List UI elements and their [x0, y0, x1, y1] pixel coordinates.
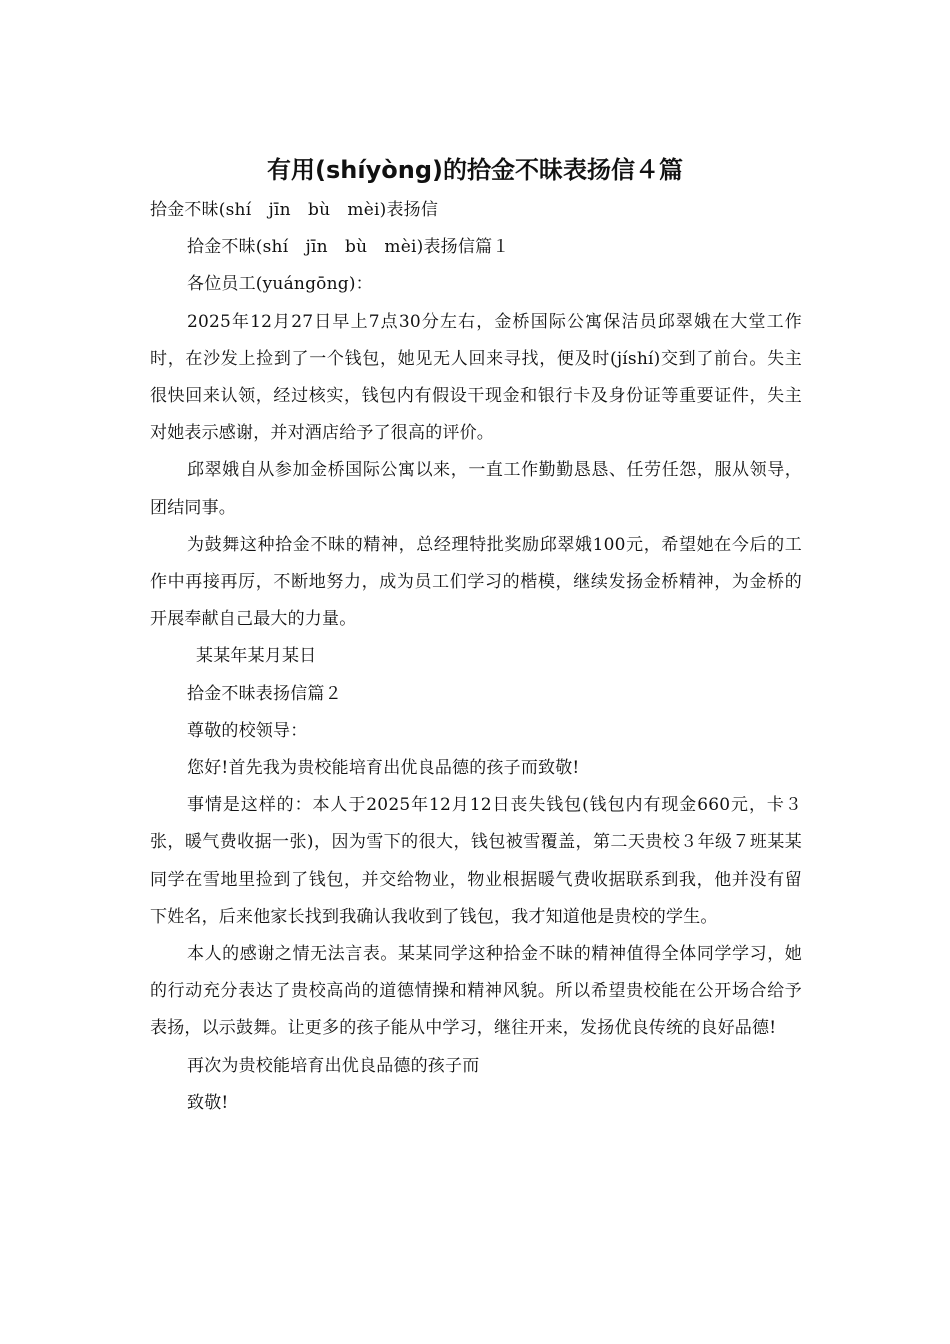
document-title: 有用(shíyòng)的拾金不昧表扬信４篇 [267, 156, 683, 184]
paragraph: 您好!首先我为贵校能培育出优良品德的孩子而致敬! [187, 758, 580, 779]
paragraph: 再次为贵校能培育出优良品德的孩子而 [187, 1055, 480, 1076]
paragraph: 事情是这样的：本人于2025年12月12日丧失钱包(钱包内有现金660元，卡３张，暖气费收据一张)，因为雪下的很大，钱包被雪覆盖，第二天贵校３年级７班某某同学在雪地里捡到了钱包，并交给物业，物业根据暖气费收据联系到我，他并没有留下姓名，后来他家长找到我确认我收到了钱包，我才知道他是贵校的学生。 [150, 795, 802, 927]
section-heading-2: 拾金不昧表扬信篇２ [187, 683, 342, 704]
paragraph: 本人的感谢之情无法言表。某某同学这种拾金不昧的精神值得全体同学学习，她的行动充分表达了贵校高尚的道德情操和精神风貌。所以希望贵校能在公开场合给予表扬，以示鼓舞。让更多的孩子能从中学习，继往开来，发扬优良传统的良好品德! [150, 944, 802, 1039]
salutation-2: 尊敬的校领导： [187, 720, 308, 741]
subtitle-line: 拾金不昧(shí jīn bù mèi)表扬信 [150, 200, 439, 220]
salutation-1: 各位员工(yuángōng)： [187, 274, 373, 295]
section-heading-1: 拾金不昧(shí jīn bù mèi)表扬信篇１ [187, 237, 510, 258]
paragraph: 2025年12月27日早上7点30分左右，金桥国际公寓保洁员邱翠娥在大堂工作时，在沙发上捡到了一个钱包，她见无人回来寻找，便及时(jíshí)交到了前台。失主很快回来认领，经过核实，钱包内有假设干现金和银行卡及身份证等重要证件，失主对她表示感谢，并对酒店给予了很高的评价。 [150, 311, 802, 444]
paragraph: 为鼓舞这种拾金不昧的精神，总经理特批奖励邱翠娥100元，希望她在今后的工作中再接再厉，不断地努力，成为员工们学习的楷模，继续发扬金桥精神，为金桥的开展奉献自己最大的力量。 [150, 534, 802, 630]
document-body [150, 192, 802, 1122]
date-line: 某某年某月某日 [196, 646, 317, 667]
paragraph: 邱翠娥自从参加金桥国际公寓以来，一直工作勤勤恳恳、任劳任怨，服从领导，团结同事。 [150, 460, 802, 518]
closing-line: 致敬! [187, 1092, 229, 1113]
